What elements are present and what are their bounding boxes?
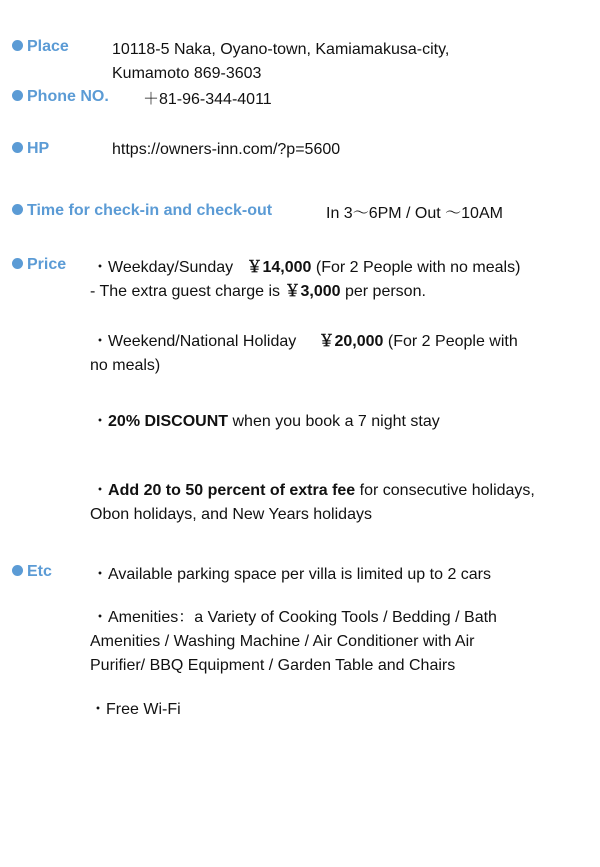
discount-prefix: ・: [92, 413, 109, 430]
etc-label: Etc: [27, 563, 52, 580]
discount-rest: when you book a 7 night stay: [232, 413, 440, 430]
price-extra-fee: [92, 479, 535, 503]
add-line2: Obon holidays, and New Years holidays: [90, 506, 372, 523]
price-extra-guest: [90, 280, 426, 304]
bullet-dot-icon: [12, 565, 23, 576]
extra-amount: ￥3,000: [284, 283, 341, 300]
etc-amenities-line3: Purifier/ BBQ Equipment / Garden Table and Chairs: [90, 657, 456, 674]
etc-wifi: ・Free Wi-Fi: [90, 701, 181, 718]
place-line2: Kumamoto 869-3603: [112, 65, 262, 82]
bullet-dot-icon: [12, 90, 23, 101]
phone-value: ＋81-96-344-4011: [143, 91, 272, 108]
checkin-label-row: [12, 202, 272, 220]
phone-label: Phone NO.: [27, 88, 109, 105]
place-label-row: [12, 38, 69, 56]
bullet-dot-icon: [12, 258, 23, 269]
weekday-prefix: ・Weekday/Sunday: [92, 259, 234, 276]
price-weekend: [92, 330, 518, 354]
hp-label: HP: [27, 140, 50, 157]
add-rest: for consecutive holidays,: [359, 482, 535, 499]
etc-parking: ・Available parking space per villa is limited up to 2 cars: [92, 566, 492, 583]
extra-suffix: per person.: [344, 283, 426, 300]
weekend-amount: ￥20,000: [318, 333, 384, 350]
checkin-label: Time for check-in and check-out: [27, 202, 273, 219]
weekend-note1: (For 2 People with: [387, 333, 518, 350]
hp-label-row: [12, 140, 49, 158]
price-label: Price: [27, 256, 67, 273]
bullet-dot-icon: [12, 204, 23, 215]
place-line1: 10118-5 Naka, Oyano-town, Kamiamakusa-city,: [112, 41, 450, 58]
hp-link[interactable]: https://owners-inn.com/?p=5600: [112, 141, 341, 158]
etc-label-row: [12, 563, 52, 581]
checkin-value: In 3〜6PM / Out 〜10AM: [326, 205, 503, 222]
weekend-note2: no meals): [90, 357, 161, 374]
place-label: Place: [27, 38, 69, 55]
bullet-dot-icon: [12, 40, 23, 51]
weekend-prefix: ・Weekend/National Holiday: [92, 333, 297, 350]
etc-amenities-line2: Amenities / Washing Machine / Air Conditioner with Air: [90, 633, 475, 650]
extra-prefix: - The extra guest charge is: [90, 283, 281, 300]
price-weekday: [92, 256, 520, 280]
price-label-row: [12, 256, 66, 274]
bullet-dot-icon: [12, 142, 23, 153]
add-bold: Add 20 to 50 percent of extra fee: [108, 482, 356, 499]
discount-bold: 20% DISCOUNT: [108, 413, 229, 430]
weekday-note: (For 2 People with no meals): [315, 259, 521, 276]
add-prefix: ・: [92, 482, 109, 499]
phone-label-row: [12, 88, 109, 106]
price-discount: [92, 410, 440, 434]
etc-amenities-line1: ・Amenities：a Variety of Cooking Tools / Bedding / Bath: [92, 609, 497, 626]
weekday-amount: ￥14,000: [246, 259, 312, 276]
